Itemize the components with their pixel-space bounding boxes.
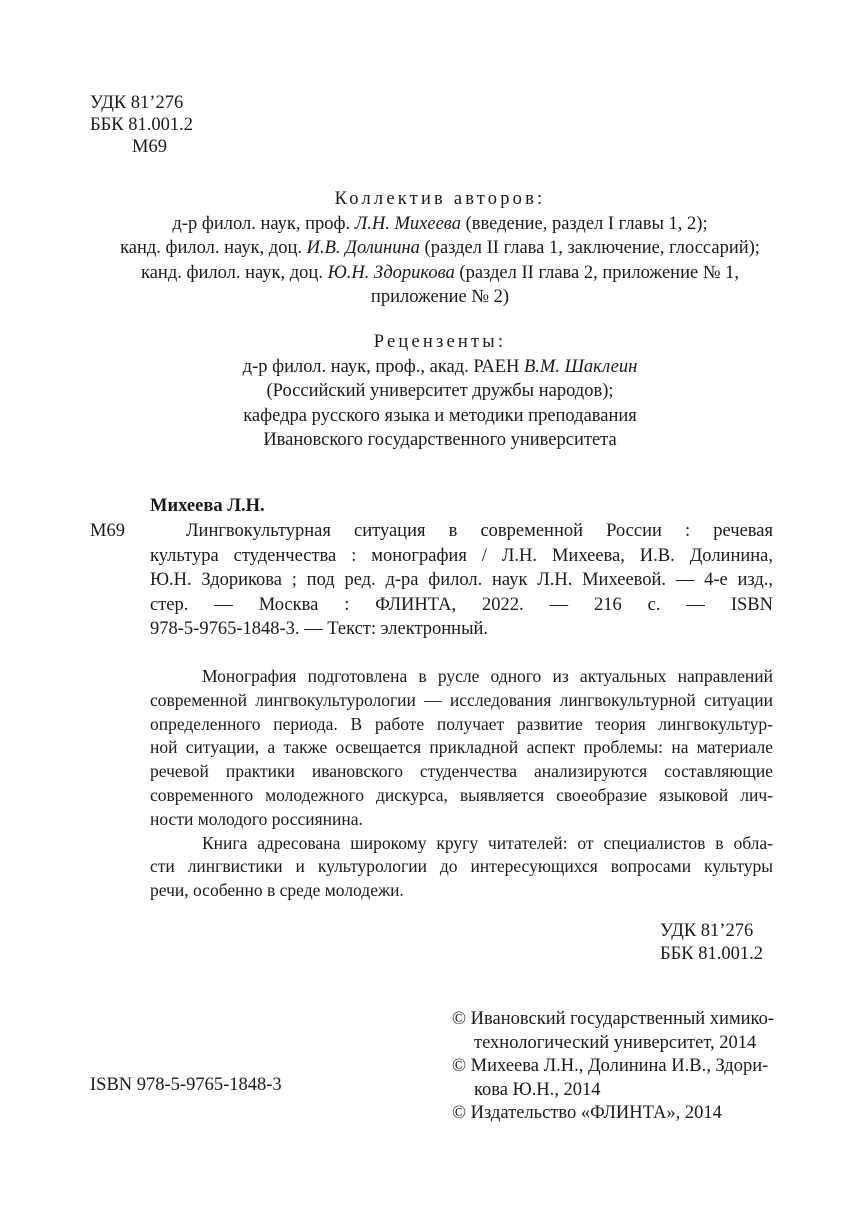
author-line-2-pre: канд. филол. наук, доц.	[120, 238, 307, 258]
bib-entry	[150, 519, 773, 642]
bib-author-heading: Михеева Л.Н.	[150, 496, 265, 516]
author-name-1: Л.Н. Михеева	[354, 213, 461, 234]
copyright-item-1: © Ивановский государственный химико-	[452, 1009, 775, 1029]
reviewers-block	[60, 330, 820, 453]
isbn: ISBN 978-5-9765-1848-3	[90, 1075, 282, 1095]
reviewer-name: В.М. Шаклеин	[524, 356, 638, 377]
abstract-paragraph-2	[150, 832, 773, 903]
abstract-line: речевой практики ивановского студенчества анализируются составляющие	[150, 761, 773, 782]
author-line-1	[60, 212, 820, 237]
udk-code: УДК 81’276	[90, 93, 184, 113]
reviewer-line-4: Ивановского государственного университета	[263, 430, 617, 450]
reviewer-line-1-pre: д-р филол. наук, проф., акад. РАЕН	[242, 356, 524, 377]
bib-line: Ю.Н. Здорикова ; под ред. д-ра филол. наук Л.Н. Михеевой. — 4-е изд.,	[150, 570, 773, 590]
copyright-item-2: © Михеева Л.Н., Долинина И.В., Здори-	[452, 1056, 769, 1076]
classification-codes-bottom	[660, 920, 763, 966]
copyright-item-1-cont: технологический университет, 2014	[474, 1032, 757, 1053]
abstract-line: речи, особенно в среде молодежи.	[150, 880, 404, 901]
abstract-line: современного молодежного дискурса, выявляется своеобразие языковой лич-	[150, 784, 773, 805]
abstract-line: ной ситуации, а также освещается прикладной аспект проблемы: на материале	[150, 737, 773, 758]
author-line-1-pre: д-р филол. наук, проф.	[172, 213, 355, 234]
author-line-3-post: (раздел II глава 2, приложение № 1,	[454, 262, 739, 283]
abstract-line: ности молодого россиянина.	[150, 808, 363, 829]
author-line-4: приложение № 2)	[370, 287, 510, 307]
reviewer-line-3: кафедра русского языка и методики преподавания	[243, 405, 637, 426]
author-line-3-pre: канд. филол. наук, доц.	[141, 262, 328, 283]
copyright-item-3: © Издательство «ФЛИНТА», 2014	[452, 1103, 722, 1123]
authors-heading: Коллектив авторов:	[334, 189, 546, 209]
abstract-line: сти лингвистики и культурологии до интересующихся вопросами культуры	[150, 856, 773, 877]
author-line-3	[60, 261, 820, 286]
classification-codes-top	[90, 92, 193, 158]
copyright-item-2-cont: кова Ю.Н., 2014	[474, 1079, 601, 1100]
bib-line: Лингвокультурная ситуация в современной России : речевая	[186, 521, 773, 541]
author-name-3: Ю.Н. Здорикова	[327, 262, 455, 283]
bib-line: стер. — Москва : ФЛИНТА, 2022. — 216 с. — ISBN	[150, 594, 773, 615]
author-line-2-post: (раздел II глава 1, заключение, глоссарий);	[419, 238, 760, 258]
bbk-code: ББК 81.001.2	[90, 115, 193, 135]
copyright-block	[452, 1008, 782, 1126]
abstract-line: современной лингвокультурологии — исследования лингвокультурной ситуации	[150, 689, 773, 710]
author-mark: М69	[132, 137, 167, 157]
abstract-line: определенного периода. В работе получает развитие теория лингвокультур-	[150, 713, 773, 734]
udk-code-bottom: УДК 81’276	[660, 921, 754, 941]
bib-line: культура студенчества : монография / Л.Н. Михеева, И.В. Долинина,	[150, 545, 773, 566]
author-name-2: И.В. Долинина	[306, 238, 420, 258]
authors-block	[60, 187, 820, 310]
bib-code: М69	[90, 521, 125, 541]
abstract-paragraph-1	[150, 665, 773, 832]
author-line-2	[60, 236, 820, 261]
bib-line: 978-5-9765-1848-3. — Текст: электронный.	[150, 619, 489, 639]
abstract-line: Монография подготовлена в русле одного из актуальных направлений	[202, 666, 773, 686]
bbk-code-bottom: ББК 81.001.2	[660, 944, 763, 964]
author-line-1-post: (введение, раздел I главы 1, 2);	[460, 213, 708, 234]
reviewer-line-1	[60, 355, 820, 380]
reviewers-heading: Рецензенты:	[373, 332, 507, 352]
reviewer-line-2: (Российский университет дружбы народов);	[266, 381, 614, 401]
abstract	[150, 665, 773, 903]
abstract-line: Книга адресована широкому кругу читателей: от специалистов в обла-	[202, 832, 773, 853]
